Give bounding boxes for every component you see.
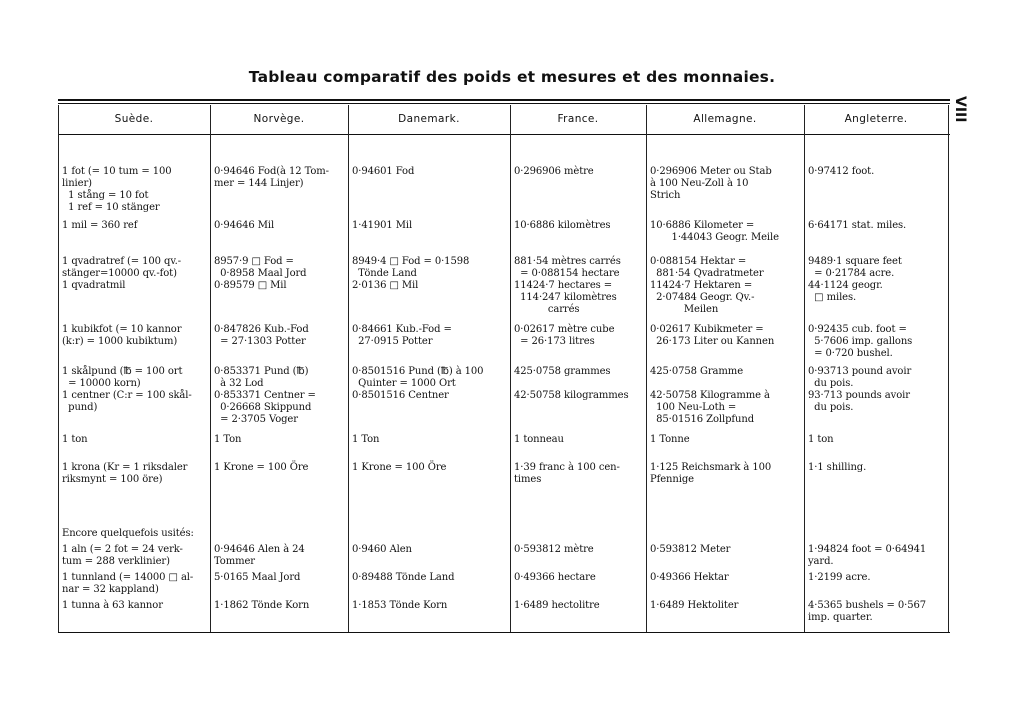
column-border-4	[646, 105, 647, 632]
table-cell-ton-suede: 1 ton	[62, 434, 88, 445]
header-norvege: Norvège.	[253, 113, 305, 125]
table-cell-aln-danemark: 0·9460 Alen	[352, 544, 412, 555]
table-cell-tunna-angleterre: 4·5365 bushels = 0·567 imp. quarter.	[808, 600, 926, 623]
table-cell-krona-danemark: 1 Krone = 100 Öre	[352, 462, 447, 473]
table-cell-tunna-suede: 1 tunna à 63 kannor	[62, 600, 163, 611]
table-cell-krona-allemagne: 1·125 Reichsmark à 100 Pfennige	[650, 462, 772, 485]
table-cell-krona-norvege: 1 Krone = 100 Öre	[214, 462, 309, 473]
table-cell-mil-france: 10·6886 kilomètres	[514, 220, 611, 231]
table-cell-aln-suede: 1 aln (= 2 fot = 24 verk- tum = 288 verklinier)	[62, 544, 183, 567]
table-cell-fot-france: 0·296906 mètre	[514, 166, 594, 177]
table-cell-kubik-allemagne: 0·02617 Kubikmeter = 26·173 Liter ou Kannen	[650, 324, 775, 347]
table-cell-tunna-allemagne: 1·6489 Hektoliter	[650, 600, 739, 611]
table-cell-kubik-danemark: 0·84661 Kub.-Fod = 27·0915 Potter	[352, 324, 452, 347]
table-cell-fot-angleterre: 0·97412 foot.	[808, 166, 875, 177]
header-separator	[58, 134, 950, 135]
table-cell-krona-france: 1·39 franc à 100 cen- times	[514, 462, 620, 485]
table-cell-mil-danemark: 1·41901 Mil	[352, 220, 413, 231]
header-france: France.	[557, 113, 599, 125]
table-bottom-rule	[58, 632, 950, 633]
table-cell-tunna-norvege: 1·1862 Tönde Korn	[214, 600, 310, 611]
table-cell-pund-danemark: 0·8501516 Pund (℔) à 100 Quinter = 1000 Ort 0·8501516 Centner	[352, 366, 484, 401]
header-allemagne: Allemagne.	[693, 113, 757, 125]
table-cell-krona-angleterre: 1·1 shilling.	[808, 462, 867, 473]
table-cell-pund-angleterre: 0·93713 pound avoir du pois. 93·713 pounds avoir du pois.	[808, 366, 912, 413]
column-border-1	[210, 105, 211, 632]
table-cell-fot-norvege: 0·94646 Fod(à 12 Tom- mer = 144 Linjer)	[214, 166, 329, 189]
table-cell-qvadrat-suede: 1 qvadratref (= 100 qv.- stänger=10000 qv.-fot) 1 qvadratmil	[62, 256, 182, 291]
table-cell-tunna-france: 1·6489 hectolitre	[514, 600, 600, 611]
column-border-5	[804, 105, 805, 632]
table-cell-pund-allemagne: 425·0758 Gramme 42·50758 Kilogramme à 100 Neu-Loth = 85·01516 Zollpfund	[650, 366, 770, 425]
table-cell-pund-suede: 1 skålpund (℔ = 100 ort = 10000 korn) 1 centner (C:r = 100 skål- pund)	[62, 366, 192, 413]
table-cell-kubik-norvege: 0·847826 Kub.-Fod = 27·1303 Potter	[214, 324, 309, 347]
table-cell-ton-norvege: 1 Ton	[214, 434, 242, 445]
table-cell-qvadrat-allemagne: 0·088154 Hektar = 881·54 Qvadratmeter 11424·7 Hektaren = 2·07484 Geogr. Qv.- Meilen	[650, 256, 764, 315]
table-cell-pund-france: 425·0758 grammes 42·50758 kilogrammes	[514, 366, 629, 401]
table-cell-fot-danemark: 0·94601 Fod	[352, 166, 415, 177]
table-cell-ton-angleterre: 1 ton	[808, 434, 834, 445]
table-cell-krona-suede: 1 krona (Kr = 1 riksdaler riksmynt = 100 öre)	[62, 462, 188, 485]
header-danemark: Danemark.	[398, 113, 460, 125]
column-border-2	[348, 105, 349, 632]
table-cell-aln-angleterre: 1·94824 foot = 0·64941 yard.	[808, 544, 927, 567]
page-title: Tableau comparatif des poids et mesures et des monnaies.	[248, 68, 776, 86]
table-cell-kubik-france: 0·02617 mètre cube = 26·173 litres	[514, 324, 615, 347]
table-top-rule-thin	[58, 103, 950, 104]
header-suede: Suède.	[114, 113, 154, 125]
table-cell-tunnland-danemark: 0·89488 Tönde Land	[352, 572, 455, 583]
table-cell-kubik-suede: 1 kubikfot (= 10 kannor (k:r) = 1000 kubiktum)	[62, 324, 182, 347]
header-angleterre: Angleterre.	[844, 113, 908, 125]
table-cell-qvadrat-norvege: 8957·9 □ Fod = 0·8958 Maal Jord 0·89579 □ Mil	[214, 256, 307, 291]
column-border-3	[510, 105, 511, 632]
table-cell-tunnland-norvege: 5·0165 Maal Jord	[214, 572, 301, 583]
section-heading-extra: Encore quelquefois usités:	[62, 528, 194, 539]
table-cell-tunnland-france: 0·49366 hectare	[514, 572, 596, 583]
table-cell-fot-suede: 1 fot (= 10 tum = 100 linier) 1 stång = 10 fot 1 ref = 10 stänger	[62, 166, 172, 213]
table-top-rule	[58, 99, 950, 101]
table-cell-qvadrat-france: 881·54 mètres carrés = 0·088154 hectare 11424·7 hectares = 114·247 kilomètres carrés	[514, 256, 621, 315]
table-cell-mil-norvege: 0·94646 Mil	[214, 220, 275, 231]
table-cell-ton-danemark: 1 Ton	[352, 434, 380, 445]
table-cell-tunna-danemark: 1·1853 Tönde Korn	[352, 600, 448, 611]
table-cell-tunnland-allemagne: 0·49366 Hektar	[650, 572, 729, 583]
table-cell-mil-suede: 1 mil = 360 ref	[62, 220, 138, 231]
table-cell-kubik-angleterre: 0·92435 cub. foot = 5·7606 imp. gallons = 0·720 bushel.	[808, 324, 913, 359]
table-cell-aln-norvege: 0·94646 Alen à 24 Tommer	[214, 544, 305, 567]
table-cell-aln-france: 0·593812 mètre	[514, 544, 594, 555]
table-cell-mil-allemagne: 10·6886 Kilometer = 1·44043 Geogr. Meile	[650, 220, 779, 243]
table-cell-fot-allemagne: 0·296906 Meter ou Stab à 100 Neu-Zoll à 10 Strich	[650, 166, 772, 201]
table-cell-tunnland-suede: 1 tunnland (= 14000 □ al- nar = 32 kappland)	[62, 572, 194, 595]
table-cell-ton-france: 1 tonneau	[514, 434, 564, 445]
table-cell-aln-allemagne: 0·593812 Meter	[650, 544, 731, 555]
column-border-right	[948, 105, 949, 632]
page-number: VIII	[952, 96, 968, 123]
table-cell-ton-allemagne: 1 Tonne	[650, 434, 690, 445]
table-cell-tunnland-angleterre: 1·2199 acre.	[808, 572, 871, 583]
table-cell-pund-norvege: 0·853371 Pund (℔) à 32 Lod 0·853371 Centner = 0·26668 Skippund = 2·3705 Voger	[214, 366, 316, 425]
table-cell-qvadrat-angleterre: 9489·1 square feet = 0·21784 acre. 44·1124 geogr. □ miles.	[808, 256, 902, 303]
table-cell-mil-angleterre: 6·64171 stat. miles.	[808, 220, 907, 231]
column-border-left	[58, 105, 59, 632]
table-cell-qvadrat-danemark: 8949·4 □ Fod = 0·1598 Tönde Land 2·0136 □ Mil	[352, 256, 470, 291]
